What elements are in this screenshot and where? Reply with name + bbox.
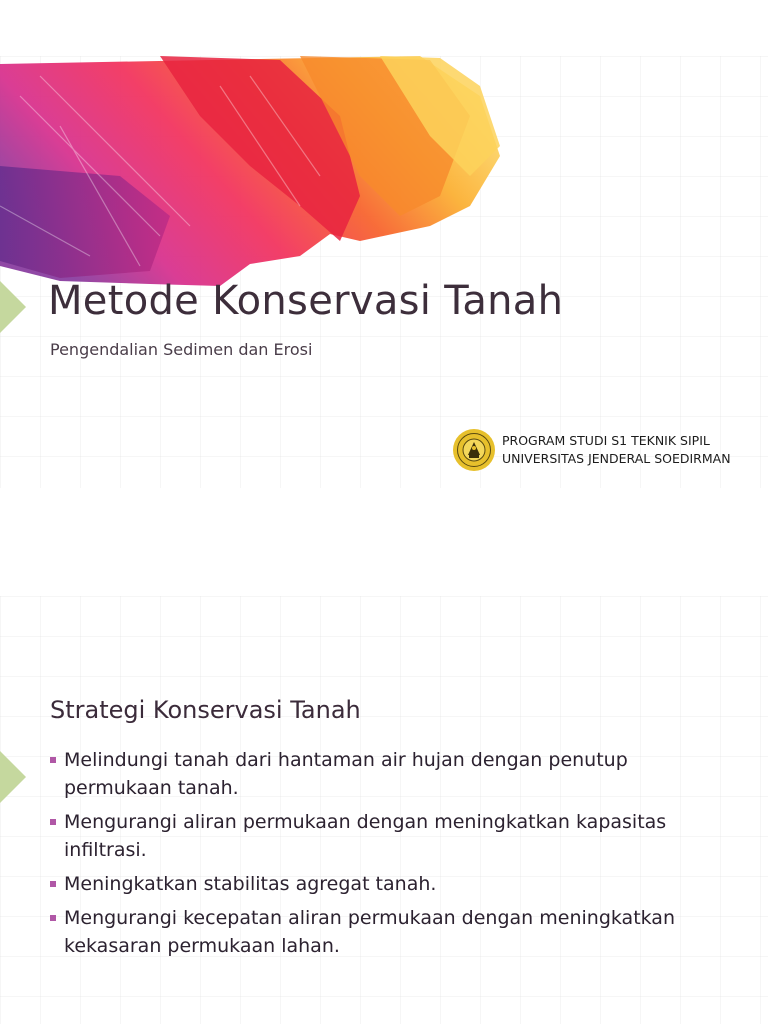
bullet-item bbox=[48, 808, 688, 864]
watercolor-paint-decoration bbox=[0, 56, 520, 286]
green-arrow-marker bbox=[0, 281, 26, 333]
slide-title: Metode Konservasi Tanah bbox=[48, 278, 564, 324]
university-seal-icon bbox=[452, 428, 496, 472]
institution-text bbox=[502, 432, 731, 468]
bullet-text: Melindungi tanah dari hantaman air hujan dengan penutup permukaan tanah. bbox=[64, 749, 628, 799]
institution-university: UNIVERSITAS JENDERAL SOEDIRMAN bbox=[502, 451, 731, 466]
bullet-square-icon bbox=[50, 915, 56, 921]
bullet-text: Mengurangi aliran permukaan dengan meningkatkan kapasitas infiltrasi. bbox=[64, 811, 667, 861]
bullet-text: Mengurangi kecepatan aliran permukaan dengan meningkatkan kekasaran permukaan lahan. bbox=[64, 907, 675, 957]
bullet-square-icon bbox=[50, 819, 56, 825]
bullet-text: Meningkatkan stabilitas agregat tanah. bbox=[64, 873, 437, 895]
content-slide bbox=[0, 596, 768, 1024]
title-slide bbox=[0, 56, 768, 488]
bullet-square-icon bbox=[50, 757, 56, 763]
green-arrow-marker bbox=[0, 751, 26, 803]
bullet-item bbox=[48, 870, 688, 898]
institution-block bbox=[452, 428, 731, 472]
bullet-list bbox=[48, 746, 688, 966]
slide-subtitle: Pengendalian Sedimen dan Erosi bbox=[50, 340, 313, 359]
bullet-item bbox=[48, 746, 688, 802]
slide-title: Strategi Konservasi Tanah bbox=[50, 696, 361, 724]
bullet-item bbox=[48, 904, 688, 960]
institution-program: PROGRAM STUDI S1 TEKNIK SIPIL bbox=[502, 433, 710, 448]
bullet-square-icon bbox=[50, 881, 56, 887]
